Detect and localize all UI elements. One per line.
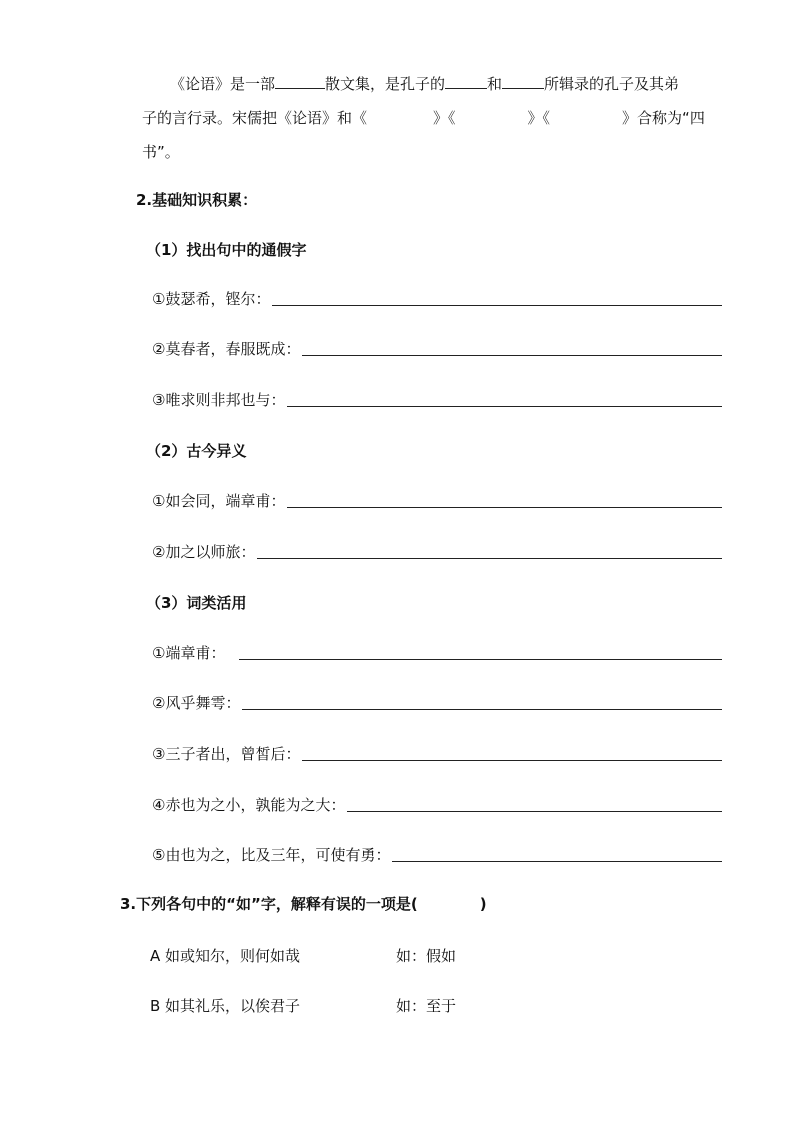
question-row	[152, 489, 722, 511]
answer-line[interactable]	[302, 760, 722, 761]
intro-line-3: 书”。	[142, 143, 180, 161]
answer-line[interactable]	[242, 709, 722, 710]
question-row	[152, 388, 722, 410]
option-a-meaning: 如：假如	[396, 947, 457, 965]
question-row	[152, 337, 722, 359]
section-3-close-paren: )	[479, 895, 487, 913]
question-label: ②莫春者，春服既成：	[152, 340, 301, 358]
question-label: ②加之以师旅：	[152, 543, 256, 561]
question-row	[152, 742, 722, 764]
blank-compiler-2[interactable]	[502, 74, 544, 89]
answer-line[interactable]	[302, 355, 722, 356]
question-label: ③唯求则非邦也与：	[152, 391, 286, 409]
intro-text-h: 》合称为“四	[622, 109, 705, 127]
intro-text-a: 《论语》是一部	[170, 75, 276, 93]
option-b-meaning: 如：至于	[396, 997, 457, 1015]
subsection-1-title: （1）找出句中的通假字	[146, 241, 307, 259]
section-2-title: 2.基础知识积累：	[136, 191, 258, 209]
subsection-3-title: （3）词类活用	[146, 594, 247, 612]
intro-line-1	[170, 74, 679, 94]
intro-line-2	[142, 108, 705, 128]
question-row	[152, 843, 722, 865]
section-3-question: 3.下列各句中的“如”字，解释有误的一项是(	[120, 895, 418, 913]
answer-line[interactable]	[287, 406, 722, 407]
intro-text-b: 散文集，是孔子的	[325, 75, 446, 93]
option-b-sentence: B 如其礼乐，以俟君子	[150, 997, 301, 1015]
blank-genre[interactable]	[275, 74, 325, 89]
question-label: ⑤由也为之，比及三年，可使有勇：	[152, 846, 391, 864]
question-row	[152, 793, 722, 815]
option-a-sentence: A 如或知尔，则何如哉	[150, 947, 301, 965]
question-label: ③三子者出，曾皙后：	[152, 745, 301, 763]
answer-line[interactable]	[347, 811, 722, 812]
answer-line[interactable]	[287, 507, 722, 508]
intro-text-f: 》《	[433, 109, 456, 127]
question-row	[152, 691, 722, 713]
answer-line[interactable]	[239, 659, 722, 660]
blank-compiler-1[interactable]	[445, 74, 487, 89]
question-row	[152, 540, 722, 562]
answer-line[interactable]	[272, 305, 722, 306]
answer-line[interactable]	[257, 558, 722, 559]
question-label: ①如会同，端章甫：	[152, 492, 286, 510]
question-row	[152, 641, 722, 663]
question-label: ①端章甫：	[152, 644, 226, 662]
intro-text-c: 和	[487, 75, 503, 93]
intro-text-e: 子的言行录。宋儒把《论语》和《	[142, 109, 368, 127]
question-label: ④赤也为之小，孰能为之大：	[152, 796, 346, 814]
answer-line[interactable]	[392, 861, 722, 862]
question-label: ①鼓瑟希，铿尔：	[152, 290, 271, 308]
subsection-2-title: （2）古今异义	[146, 442, 247, 460]
question-label: ②风乎舞雩：	[152, 694, 241, 712]
intro-text-g: 》《	[527, 109, 551, 127]
question-row	[152, 287, 722, 309]
intro-text-d: 所辑录的孔子及其弟	[544, 75, 680, 93]
section-3-title	[120, 894, 487, 914]
